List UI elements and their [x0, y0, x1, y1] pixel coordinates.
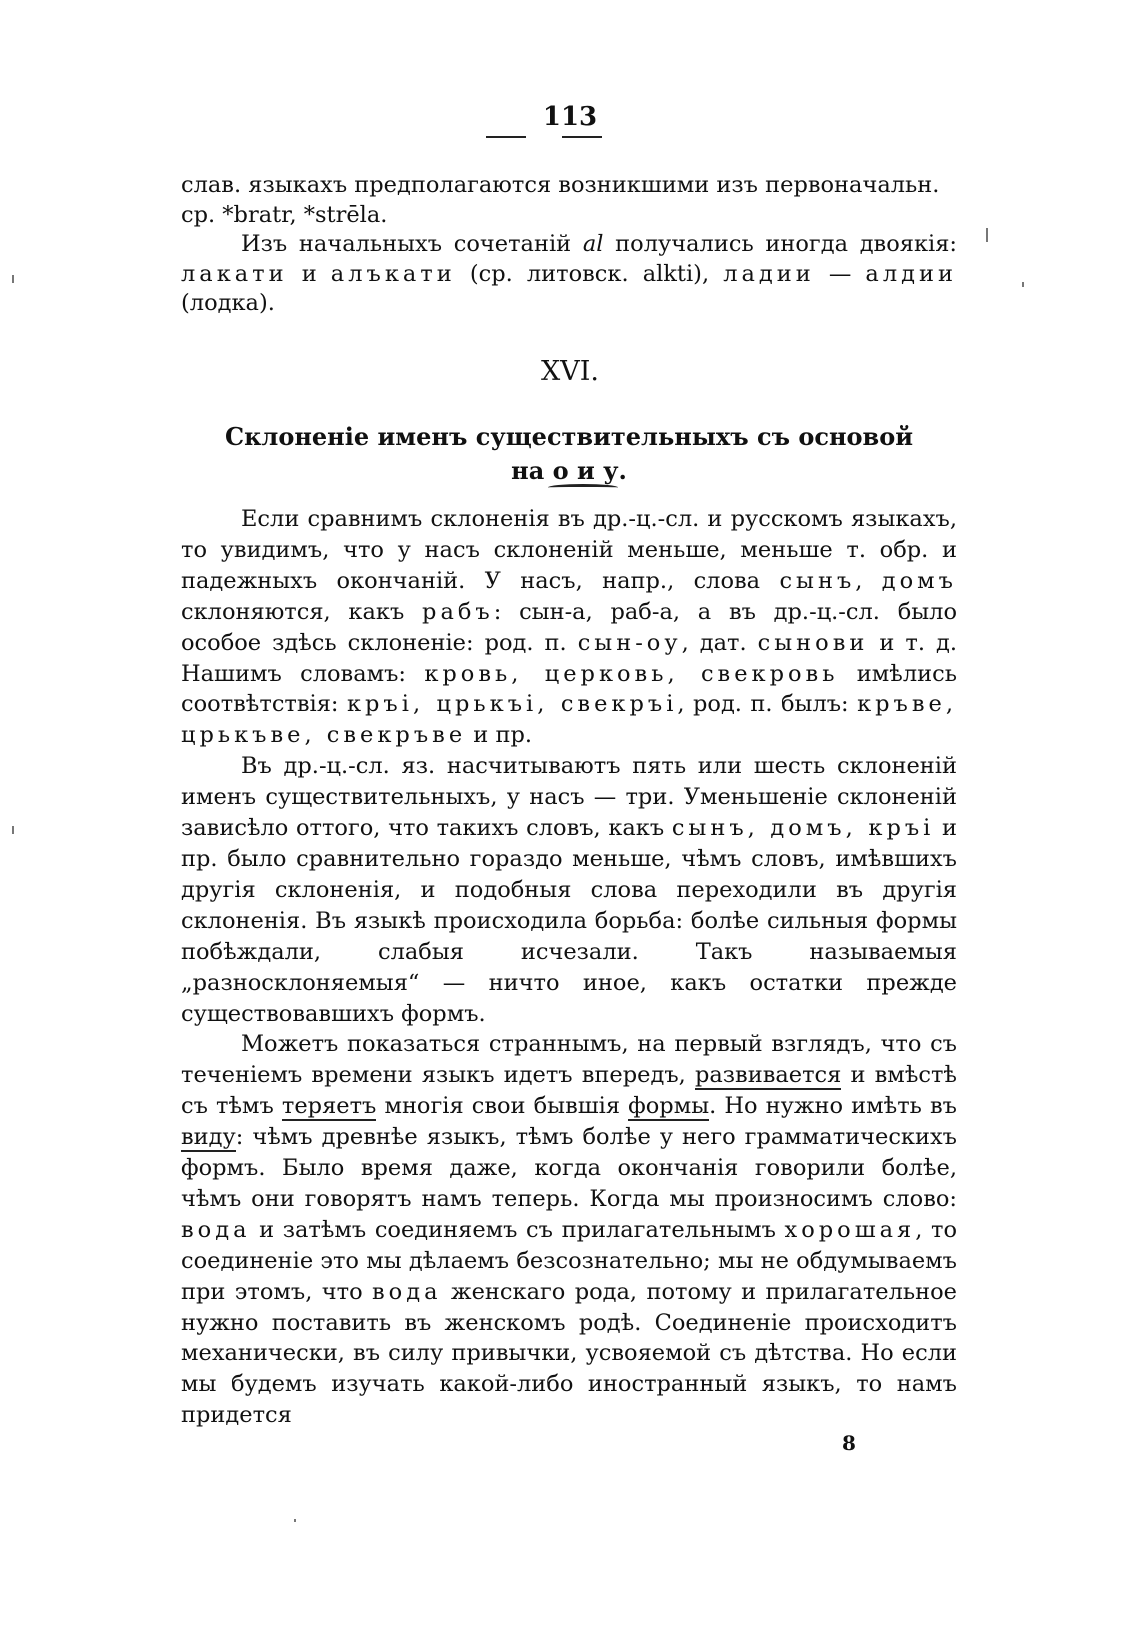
text-run: и т. д. Нашимъ словамъ: [181, 629, 958, 687]
spaced-word: сынъ, домъ, кръі [671, 815, 935, 842]
spaced-word: алдии [865, 260, 957, 287]
intro-block [181, 171, 957, 319]
text-run: Въ др.-ц.-сл. яз. насчитываютъ пять или шесть склоненій именъ существительныхъ, у насъ — три. Уменьшеніе склоненій зависѣло оттого, что такихъ словъ, какъ [181, 753, 957, 842]
text-run: : сын-а, раб-а, а въ др.-ц.-сл. было особое здѣсь склоненіе: род. п. [181, 598, 958, 656]
italic-word: al [582, 231, 604, 257]
paragraph-4 [181, 751, 957, 1029]
scan-speck [986, 228, 988, 242]
text-run: и [287, 260, 331, 287]
text-run: , то соединеніе это мы дѣлаемъ безсознательно; мы не обдумываемъ при этомъ, что [181, 1216, 957, 1305]
text-run: , [855, 567, 882, 594]
underlined-word: теряетъ [281, 1093, 377, 1120]
section-number: XVI. [541, 356, 599, 387]
scan-speck [12, 826, 14, 834]
spaced-word: сын-оу [577, 629, 682, 656]
spaced-word: ладии [723, 260, 815, 287]
text-run: и пр. было сравнительно гораздо меньше, чѣмъ словъ, имѣвшихъ другія склоненія, и подобныя слова переходили въ другія склоненія. Въ языкѣ происходила борьба: болѣе сильныя формы побѣждали, слабыя исчезали. Такъ называемыя „разносклоняемыя“ — ничто иное, какъ остатки прежде существовавшихъ формъ. [181, 815, 958, 1027]
text-run: и затѣмъ соединяемъ съ прилагательнымъ [250, 1216, 785, 1243]
heading-line-1: Склоненіе именъ существительныхъ съ основой [224, 422, 914, 451]
main-text [181, 504, 957, 1431]
spaced-word: рабъ [422, 598, 494, 625]
page-number-rule-left [486, 136, 526, 138]
text-run: женскаго рода, потому и прилагательное нужно поставить въ женскомъ родѣ. Соединеніе происходитъ механически, въ силу привычки, усвояемой съ дѣтства. Но если мы будемъ изучать какой-либо иностранный языкъ, то намъ придется [181, 1278, 957, 1429]
text-run: имѣлись соотвѣтствія: [181, 660, 958, 718]
paragraph-5 [181, 1029, 957, 1431]
underlined-word: формы [628, 1093, 710, 1120]
text-run: Можетъ показаться страннымъ, на первый взглядъ, что съ теченіемъ времени языкъ идетъ впередъ, [181, 1031, 957, 1089]
text-run: (лодка). [181, 290, 275, 316]
text-run: : чѣмъ древнѣе языкъ, тѣмъ болѣе у него грамматическихъ формъ. Было время даже, когда окончанія говорили болѣе, чѣмъ они говорятъ намъ теперь. Когда мы произносимъ слово: [181, 1124, 957, 1212]
spaced-word: кръве, црькъве, свекръве [181, 691, 958, 749]
paragraph-3 [181, 504, 957, 751]
text-run: склоняются, какъ [181, 598, 423, 625]
spaced-word: лакати [181, 260, 288, 287]
text-run: Если сравнимъ склоненія въ др.-ц.-сл. и русскомъ языкахъ, то увидимъ, что у насъ склоненій меньше, меньше т. обр. и падежныхъ окончаній. У насъ, напр., слова [181, 506, 957, 594]
spaced-word: домъ [881, 567, 957, 594]
text-run: , дат. [681, 629, 758, 656]
spaced-word: алъкати [330, 260, 456, 287]
underlined-word: виду [181, 1124, 236, 1151]
handwritten-underline [548, 484, 618, 491]
page-number-rule-right [562, 136, 602, 138]
scan-speck [1022, 282, 1024, 287]
spaced-word: вода [372, 1278, 442, 1305]
text-run: . Но нужно имѣть въ [709, 1093, 957, 1120]
spaced-word: вода [181, 1216, 251, 1243]
spaced-word: сынъ [779, 567, 856, 594]
paragraph-2 [181, 230, 957, 319]
text-run: — [814, 260, 866, 287]
text-run: и вмѣстѣ съ тѣмъ [181, 1062, 957, 1120]
text-run: многія свои бывшія [376, 1093, 629, 1120]
spaced-word: кръі, црькъі, свекръі [346, 691, 678, 718]
spaced-word: кровь, церковь, свекровь [424, 660, 839, 687]
paragraph-1 [181, 171, 957, 230]
scan-speck [12, 275, 14, 283]
signature-mark: 8 [842, 1431, 856, 1455]
spaced-word: сынови [757, 629, 869, 656]
scan-speck [294, 1519, 296, 1522]
p1-line-2: ср. *bratr, *strēla. [181, 201, 388, 228]
heading-line-2: на о и у. [511, 456, 627, 485]
text-run: (ср. литовск. alkti), [455, 260, 724, 287]
spaced-word: хорошая [784, 1216, 916, 1243]
section-heading [181, 420, 957, 488]
text-run: получались иногда двоякія: [603, 231, 957, 257]
text-run: , род. п. былъ: [677, 691, 858, 718]
page-number: 113 [542, 102, 598, 132]
text-run: Изъ начальныхъ сочетаній [241, 231, 583, 257]
p1-line-1: слав. языкахъ предполагаются возникшими изъ первоначальн. [181, 172, 940, 198]
text-run: и пр. [466, 722, 532, 749]
underlined-word: развивается [694, 1062, 842, 1089]
